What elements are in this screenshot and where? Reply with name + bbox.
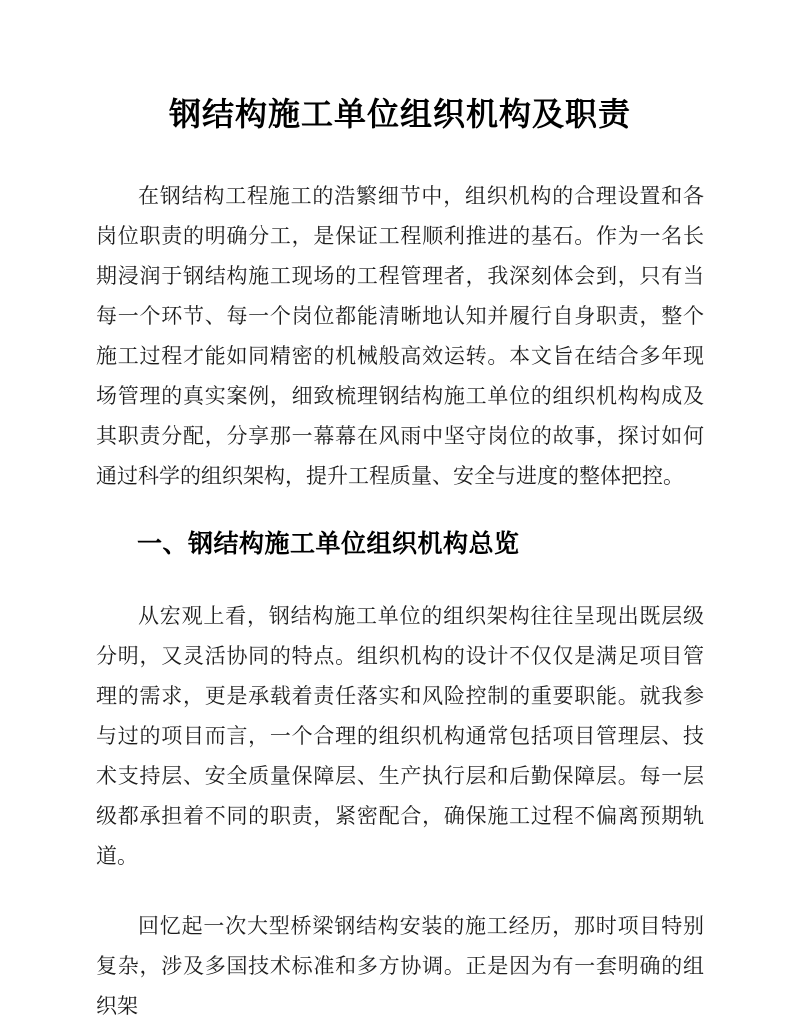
document-title: 钢结构施工单位组织机构及职责 [168, 96, 631, 132]
intro-paragraph: 在钢结构工程施工的浩繁细节中，组织机构的合理设置和各岗位职责的明确分工，是保证工程顺利推进的基石。作为一名长期浸润于钢结构施工现场的工程管理者，我深刻体会到，只有当每一个环节、每一个岗位都能清晰地认知并履行自身职责，整个施工过程才能如同精密的机械般高效运转。本文旨在结合多年现场管理的真实案例，细致梳理钢结构施工单位的组织机构构成及其职责分配，分享那一幕幕在风雨中坚守岗位的故事，探讨如何通过科学的组织架构，提升工程质量、安全与进度的整体把控。 [96, 184, 704, 488]
section-1-paragraph-2: 回忆起一次大型桥梁钢结构安装的施工经历，那时项目特别复杂，涉及多国技术标准和多方协调。正是因为有一套明确的组织架 [96, 914, 704, 1018]
section-1-heading: 一、钢结构施工单位组织机构总览 [137, 530, 520, 558]
section-1-paragraph-1: 从宏观上看，钢结构施工单位的组织架构往往呈现出既层级分明，又灵活协同的特点。组织机构的设计不仅仅是满足项目管理的需求，更是承载着责任落实和风险控制的重要职能。就我参与过的项目而言，一个合理的组织机构通常包括项目管理层、技术支持层、安全质量保障层、生产执行层和后勤保障层。每一层级都承担着不同的职责，紧密配合，确保施工过程不偏离预期轨道。 [96, 604, 704, 868]
